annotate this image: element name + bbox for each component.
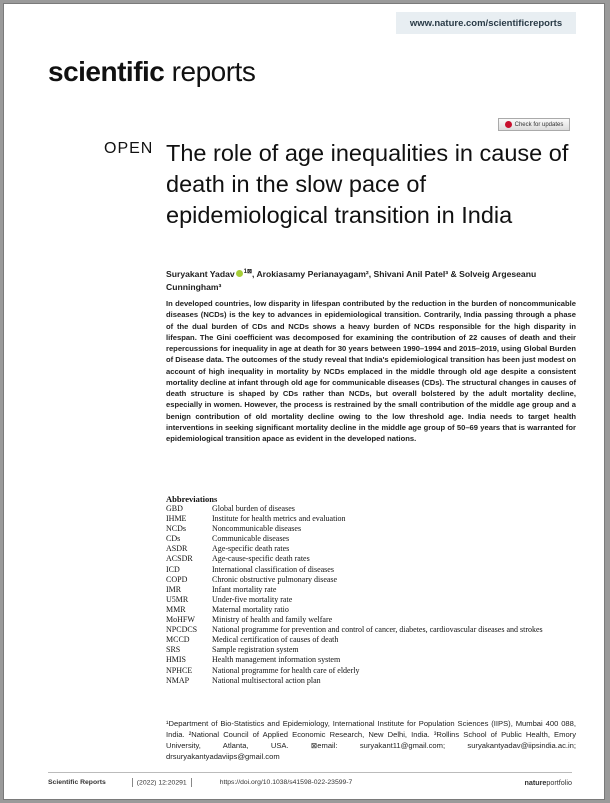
abbreviation-definition: National programme for prevention and control of cancer, diabetes, cardiovascular diseases and strokes [212,625,543,635]
check-for-updates-button[interactable] [498,118,570,131]
abbreviation-definition: Medical certification of causes of death [212,635,339,645]
abbreviation-term: SRS [166,645,181,655]
open-access-label: OPEN [104,140,154,157]
abbreviation-row [166,625,571,635]
abbreviation-row [166,595,571,605]
abbreviation-term: GBD [166,504,183,513]
abbreviation-term: NCDs [166,524,187,534]
abbreviation-definition: Under-five mortality rate [212,594,293,604]
abbreviation-definition: Noncommunicable diseases [212,524,302,534]
journal-logo [48,56,255,88]
page-footer [48,776,572,788]
abbreviation-definition: Health management information system [212,655,341,665]
abbreviation-row [166,585,571,595]
abbreviation-term: ICD [166,564,180,574]
footer-journal: Scientific Reports [48,778,106,786]
abbreviations-heading: Abbreviations [166,494,218,504]
abbreviation-row [166,524,571,534]
abbreviation-row [166,615,571,625]
abbreviation-row [166,514,571,524]
abbreviation-definition: Communicable diseases [212,534,290,544]
abstract: In developed countries, low disparity in lifespan contributed by the reduction in the burden of noncommunicable diseases (NCDs) is the key to advances in epidemiological transition. Contrarily, India passing through a phase of the dual burden of CDs and NCDs shows a heavy burden of NCDs responsible for the high disparity in lifespan. The Gini coefficient was decomposed for examining the contribution of 22 causes of death and their repercussions for inequality in age at death for 30 years between 1990–1994 and 2015–2019, using Global Burden of Disease data. The outcomes of the study reveal that India's epidemiological transition has been just modest on account of high inequality in mortality by NCDs emplaced in the middle through old age despite a consistent mortality decline at infant through old age for communicable diseases (CDs). The structural changes in causes of death structure is shaped by CDs rather than NCDs, but overall bolstered by the adult mortality decline, especially in women. However, the process is restrained by the small contribution of the middle age group and a benign contribution of old mortality decline owing to the low threshold age. India needs to target health interventions in seeking significant mortality decline in the middle age group of 50–69 years that is warranted for epidemiological transition apace as evident in the developed nations. [166,299,576,443]
abbreviation-row [166,605,571,615]
journal-url[interactable]: www.nature.com/scientificreports [396,12,576,34]
abbreviation-row [166,565,571,575]
abbreviation-row [166,635,571,645]
abbreviation-term: CDs [166,534,181,544]
abbreviation-term: U5MR [166,594,189,604]
affiliations: ¹Department of Bio-Statistics and Epidemiology, International Institute for Population Sciences (IIPS), Mumbai 400 088, India. ²National Council of Applied Economic Research, New Delhi, India. ³Rollins School of Public Health, Emory University, Atlanta, USA. ⊠email: suryakant11@gmail.com; suryakantyadav@iipsindia.ac.in; drsuryakantyadaviips@gmail.com [166,719,576,761]
abbreviation-definition: Infant mortality rate [212,584,277,594]
paper-page [3,3,605,800]
abbreviation-row [166,534,571,544]
abbreviation-row [166,655,571,665]
journal-logo-rest: reports [164,56,256,87]
abbreviation-term: ACSDR [166,554,193,564]
abbreviation-definition: Maternal mortality ratio [212,604,289,614]
abbreviation-term: MMR [166,604,186,614]
abbreviation-row [166,575,571,585]
other-authors: , Arokiasamy Perianayagam², Shivani Anil Patel³ & Solveig Argeseanu Cunningham³ [166,268,537,292]
abbreviations-list [166,504,571,686]
abbreviation-term: MoHFW [166,615,195,625]
abbreviation-term: HMIS [166,655,187,665]
abbreviation-row [166,504,571,514]
author-1[interactable]: Suryakant Yadav [166,268,235,279]
abbreviation-definition: Global burden of diseases [212,504,295,513]
abbreviation-term: NPCDCS [166,625,198,635]
abbreviation-definition: National programme for health care of elderly [212,665,360,675]
abbreviation-term: COPD [166,574,188,584]
orcid-icon[interactable] [236,270,243,277]
abbreviation-row [166,554,571,564]
abbreviation-row [166,645,571,655]
abbreviation-term: IMR [166,584,182,594]
abbreviation-definition: Age-cause-specific death rates [212,554,310,564]
abbreviation-row [166,666,571,676]
check-for-updates-label: Check for updates [514,121,564,128]
abbreviation-term: ASDR [166,544,188,554]
abbreviation-row [166,544,571,554]
abbreviation-term: MCCD [166,635,190,645]
abbreviation-definition: Institute for health metrics and evaluation [212,514,346,524]
abbreviation-definition: Ministry of health and family welfare [212,615,333,625]
abbreviation-term: IHME [166,514,187,524]
abbreviation-definition: Age-specific death rates [212,544,290,554]
author-list [166,266,576,294]
abbreviation-row [166,676,571,686]
footer-doi-link[interactable]: https://doi.org/10.1038/s41598-022-23599-7 [219,778,353,786]
abbreviation-definition: International classification of diseases [212,564,334,574]
abbreviation-term: NMAP [166,675,190,685]
abbreviation-definition: Sample registration system [212,645,299,655]
abbreviation-term: NPHCE [166,665,193,675]
abbreviation-definition: Chronic obstructive pulmonary disease [212,574,338,584]
footer-citation: (2022) 12:20291 [128,778,196,787]
journal-logo-bold: scientific [48,56,165,87]
publisher-logo: natureportfolio [524,777,572,787]
footer-divider [48,772,572,773]
article-title: The role of age inequalities in cause of death in the slow pace of epidemiological transition in India [166,140,569,228]
update-badge-icon [505,121,512,128]
abbreviation-definition: National multisectoral action plan [212,675,321,685]
author-1-affil: 1⊠ [243,269,253,275]
